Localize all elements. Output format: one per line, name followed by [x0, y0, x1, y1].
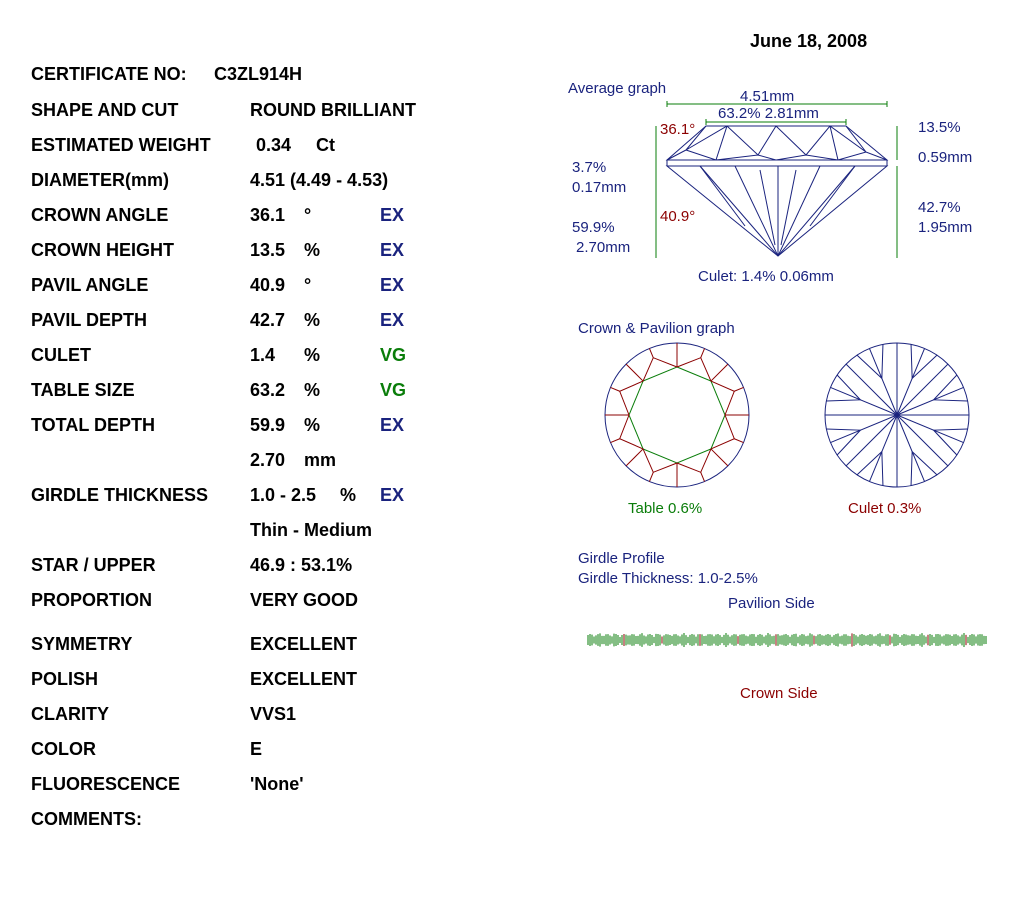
pavil-depth-unit: % [304, 310, 321, 330]
fluorescence-label: FLUORESCENCE [31, 774, 181, 794]
pavil-angle-label: PAVIL ANGLE [31, 275, 149, 295]
star-upper-label: STAR / UPPER [31, 555, 156, 575]
total-depth-mm-unit: mm [304, 450, 337, 470]
crown-height-grade: EX [380, 240, 405, 260]
crown-angle-unit: ° [304, 205, 312, 225]
bezel-facet-edge [711, 364, 728, 381]
pavil-angle-unit: ° [304, 275, 312, 295]
polish-value: EXCELLENT [250, 669, 358, 689]
avg-crown-pct: 13.5% [918, 119, 961, 136]
crown-top-view-diagram [600, 338, 755, 493]
bezel-facet-edge [626, 449, 643, 466]
avg-pavil-pct: 42.7% [918, 199, 961, 216]
certificate-number: C3ZL914H [214, 64, 303, 84]
girdle-unit: % [340, 485, 357, 505]
weight-label: ESTIMATED WEIGHT [31, 135, 211, 155]
symmetry-value: EXCELLENT [250, 634, 358, 654]
upper-girdle-facet [701, 348, 705, 357]
total-depth-grade: EX [380, 415, 405, 435]
pavilion-outline [667, 166, 887, 256]
pavil-depth-grade: EX [380, 310, 405, 330]
upper-girdle-facet [734, 387, 743, 391]
avg-girdle-pct: 3.7% [572, 159, 607, 176]
star-upper-value: 46.9 : 53.1% [250, 555, 353, 575]
crown-angle-label: CROWN ANGLE [31, 205, 169, 225]
avg-total-mm: 2.70mm [576, 239, 631, 256]
girdle-grade: EX [380, 485, 405, 505]
color-value: E [250, 739, 263, 759]
avg-crown-mm: 0.59mm [918, 149, 973, 166]
culet-grade: VG [380, 345, 407, 365]
comments-label: COMMENTS: [31, 809, 142, 829]
girdle-description: Thin - Medium [250, 520, 372, 540]
report-date: June 18, 2008 [750, 31, 868, 51]
upper-girdle-facet [649, 348, 653, 357]
girdle-label: GIRDLE THICKNESS [31, 485, 209, 505]
table-offset-label: Table 0.6% [628, 500, 703, 517]
shape-label: SHAPE AND CUT [31, 100, 179, 120]
upper-girdle-facet [610, 387, 619, 391]
average-graph-title: Average graph [568, 80, 667, 97]
girdle-value: 1.0 - 2.5 [250, 485, 317, 505]
crown-height-label: CROWN HEIGHT [31, 240, 174, 260]
fluorescence-value: 'None' [250, 774, 304, 794]
bezel-facet-edge [626, 364, 643, 381]
proportion-value: VERY GOOD [250, 590, 359, 610]
avg-diameter: 4.51mm [740, 88, 795, 105]
clarity-label: CLARITY [31, 704, 109, 724]
culet-unit: % [304, 345, 321, 365]
diameter-label: DIAMETER(mm) [31, 170, 169, 190]
table-size-grade: VG [380, 380, 407, 400]
avg-girdle-mm: 0.17mm [572, 179, 627, 196]
clarity-value: VVS1 [250, 704, 297, 724]
total-depth-value: 59.9 [250, 415, 286, 435]
weight-unit: Ct [316, 135, 335, 155]
avg-total-pct: 59.9% [572, 219, 615, 236]
total-depth-unit: % [304, 415, 321, 435]
crown-outline [667, 126, 887, 166]
pavil-depth-value: 42.7 [250, 310, 286, 330]
culet-value: 1.4 [250, 345, 276, 365]
crown-side-label: Crown Side [740, 685, 818, 702]
pavil-angle-grade: EX [380, 275, 405, 295]
proportion-label: PROPORTION [31, 590, 153, 610]
upper-girdle-facet [649, 472, 653, 481]
crown-angle-grade: EX [380, 205, 405, 225]
table-size-value: 63.2 [250, 380, 286, 400]
pavil-depth-label: PAVIL DEPTH [31, 310, 148, 330]
upper-girdle-facet [610, 439, 619, 443]
table-size-unit: % [304, 380, 321, 400]
avg-pavil-angle: 40.9° [660, 208, 696, 225]
table-octagon [629, 367, 725, 463]
table-size-label: TABLE SIZE [31, 380, 135, 400]
pavilion-main-line [897, 364, 948, 415]
girdle-profile-waveform [586, 628, 991, 652]
crown-height-value: 13.5 [250, 240, 286, 260]
diamond-profile-diagram [640, 95, 910, 265]
bezel-facet-edge [711, 449, 728, 466]
pavilion-side-label: Pavilion Side [728, 595, 815, 612]
crown-height-unit: % [304, 240, 321, 260]
crown-pavilion-title: Crown & Pavilion graph [578, 320, 735, 337]
color-label: COLOR [31, 739, 96, 759]
girdle-thickness-text: Girdle Thickness: 1.0-2.5% [578, 570, 758, 587]
pavilion-bottom-view-diagram [820, 338, 975, 493]
pavilion-main-line [846, 364, 897, 415]
total-depth-label: TOTAL DEPTH [31, 415, 156, 435]
avg-culet: Culet: 1.4% 0.06mm [698, 268, 834, 285]
avg-pavil-mm: 1.95mm [918, 219, 973, 236]
girdle-profile-title: Girdle Profile [578, 550, 665, 567]
culet-offset-label: Culet 0.3% [848, 500, 922, 517]
certificate-label: CERTIFICATE NO: [31, 64, 187, 84]
pavilion-main-line [846, 415, 897, 466]
pavil-angle-value: 40.9 [250, 275, 286, 295]
avg-table: 63.2% 2.81mm [718, 105, 819, 122]
total-depth-mm-value: 2.70 [250, 450, 286, 470]
diameter-value: 4.51 (4.49 - 4.53) [250, 170, 389, 190]
symmetry-label: SYMMETRY [31, 634, 133, 654]
upper-girdle-facet [701, 472, 705, 481]
pavilion-main-line [897, 415, 948, 466]
crown-angle-value: 36.1 [250, 205, 286, 225]
upper-girdle-facet [734, 439, 743, 443]
avg-crown-angle: 36.1° [660, 121, 696, 138]
polish-label: POLISH [31, 669, 99, 689]
shape-value: ROUND BRILLIANT [250, 100, 416, 120]
culet-label: CULET [31, 345, 91, 365]
weight-value: 0.34 [256, 135, 292, 155]
